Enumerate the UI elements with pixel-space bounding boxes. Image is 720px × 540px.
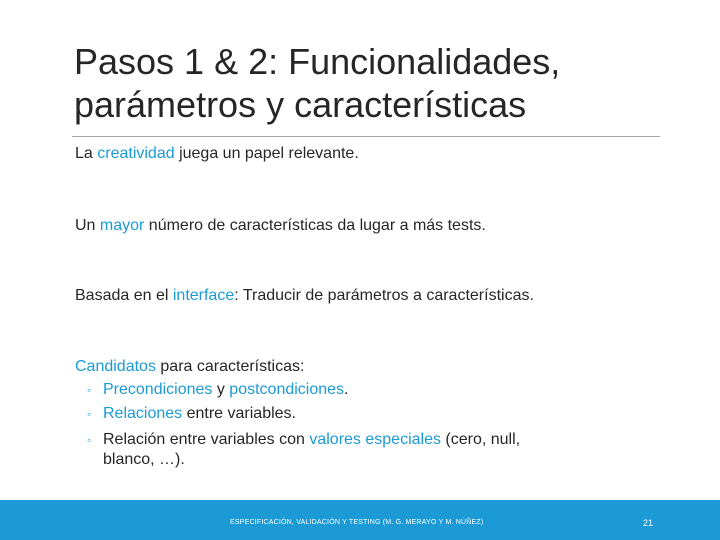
highlight-precondiciones: Precondiciones [103,381,213,398]
paragraph-text: : Traducir de parámetros a características. [234,287,534,304]
paragraph-candidatos [75,357,304,377]
bullet-marker-icon: ◦ [87,433,92,447]
bullet-text: entre variables. [182,405,296,422]
paragraph-text: para características: [155,358,305,375]
bullet-text: y [212,381,230,398]
slide-title-line-1: Pasos 1 & 2: Funcionalidades, [74,41,561,82]
paragraph-creatividad [75,144,359,164]
bullet-marker-icon: ◦ [87,407,92,421]
bullet-item-relaciones [87,404,296,424]
paragraph-interface [75,286,534,306]
highlight-candidatos: Candidatos [75,358,156,375]
bullet-marker-icon: ◦ [87,383,92,397]
bullet-text: Relación entre variables con [103,431,310,448]
page-number: 21 [643,518,654,528]
paragraph-mayor [75,216,486,236]
paragraph-text: Un [75,217,100,234]
slide-title [74,40,694,126]
bullet-text: . [344,381,349,398]
highlight-valores-especiales: valores especiales [309,431,441,448]
highlight-interface: interface [172,287,235,304]
highlight-mayor: mayor [99,217,145,234]
paragraph-text: juega un papel relevante. [174,145,359,162]
bullet-text: (cero, null, [440,431,521,448]
paragraph-text: Basada en el [75,287,173,304]
bullet-item-precondiciones [87,380,349,400]
paragraph-text: número de características da lugar a más tests. [144,217,486,234]
footer-text: ESPECIFICACIÓN, VALIDACIÓN Y TESTING (M. G. MERAYO Y M. NÚÑEZ) [230,519,484,526]
highlight-relaciones: Relaciones [103,405,183,422]
bullet-item-valores-especiales [87,430,520,470]
bullet-text-continuation: blanco, …). [103,451,185,468]
paragraph-text: La [75,145,98,162]
title-divider [72,136,660,137]
slide-title-line-2: parámetros y características [74,84,527,125]
highlight-creatividad: creatividad [97,145,175,162]
highlight-postcondiciones: postcondiciones [229,381,345,398]
